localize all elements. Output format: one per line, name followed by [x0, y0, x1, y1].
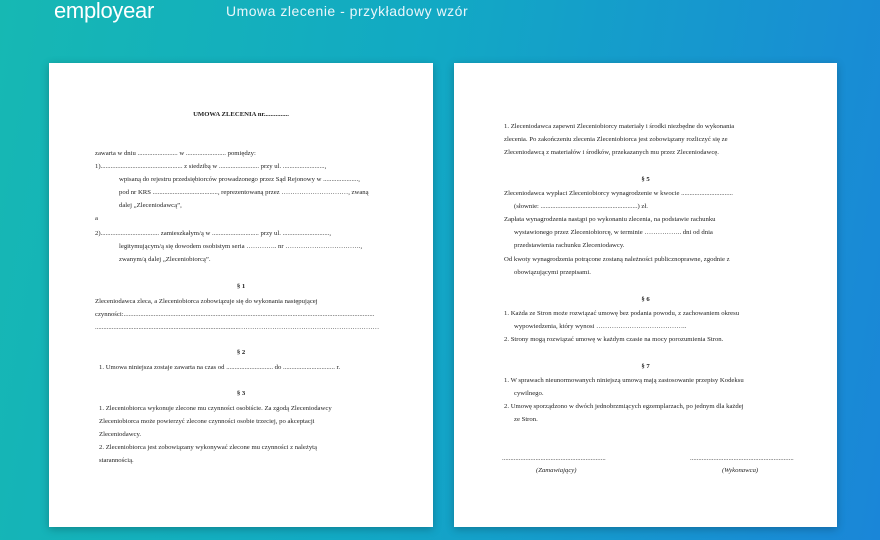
signature-label-contractor: (Wykonawca)	[722, 467, 759, 474]
section-line: Zleceniodawcą z materiałów i środków, przekazanych mu przez Zleceniodawcę.	[504, 149, 719, 156]
signature-line-contractor: ..............................................................	[690, 455, 794, 462]
section-line: Zleceniodawca wypłaci Zleceniobiorcy wynagrodzenie w kwocie ...............................	[504, 190, 733, 197]
section-line: 2. Umowę sporządzono w dwóch jednobrzmiących egzemplarzach, po jednym dla każdej	[504, 403, 744, 410]
section-line: 1. Zleceniobiorca wykonuje zlecone mu czynności osobiście. Za zgodą Zleceniodawcy	[99, 405, 332, 412]
section-line: cywilnego.	[514, 390, 544, 397]
section-line: starannością.	[99, 457, 134, 464]
section-line: Zleceniodawcy.	[99, 431, 142, 438]
employear-logo[interactable]: employear	[54, 0, 155, 23]
contract-line: legitymującym/ą się dowodem osobistym seria ………….. nr …………………………….,	[119, 243, 363, 250]
section-line: 1. W sprawach nieunormowanych niniejszą umową mają zastosowanie przepisy Kodeksu	[504, 377, 744, 384]
document-page-2	[454, 63, 837, 527]
section-heading: § 3	[236, 390, 246, 397]
section-line: 1. Każda ze Stron może rozwiązać umowę bez podania powodu, z zachowaniem okresu	[504, 310, 740, 317]
section-line: Od kwoty wynagrodzenia potrącone zostaną należności publicznoprawne, zgodnie z	[504, 256, 730, 263]
section-line: 1. Umowa niniejsza zostaje zawarta na czas od ............................ do ............................... r.	[99, 364, 341, 371]
contract-line: 2)................................... zamieszkałym/ą w ............................ przy ul. ............................,	[95, 230, 332, 237]
section-line: Zleceniobiorca może powierzyć zlecone czynności osobie trzeciej, po akceptacji	[99, 418, 315, 425]
section-line: ze Stron.	[514, 416, 538, 423]
section-line: Zapłata wynagrodzenia nastąpi po wykonaniu zlecenia, na podstawie rachunku	[504, 216, 716, 223]
contract-title: UMOWA ZLECENIA nr...............	[193, 111, 289, 118]
contract-line: zwanym/ą dalej „Zleceniobiorcą”.	[119, 256, 211, 263]
section-line: obowiązującymi przepisami.	[514, 269, 591, 276]
section-line: Zleceniodawca zleca, a Zleceniobiorca zobowiązuje się do wykonania następującej	[95, 298, 318, 305]
section-line: 2. Strony mogą rozwiązać umowę w każdym czasie na mocy porozumienia Stron.	[504, 336, 724, 343]
document-page-1	[49, 63, 433, 527]
section-line: 1. Zleceniodawca zapewni Zleceniobiorcy materiały i środki niezbędne do wykonania	[504, 123, 735, 130]
contract-line: 1)................................................. z siedzibą w ........................ przy ul. .........................,	[95, 163, 327, 170]
page-title: Umowa zlecenie - przykładowy wzór	[226, 3, 469, 19]
section-heading: § 7	[641, 363, 650, 370]
section-line: (słownie: ..........................................................) zł.	[514, 203, 648, 210]
section-line: wypowiedzenia, który wynosi …………………………………..	[514, 323, 687, 330]
section-line: czynności:......................................................................................................................................................	[95, 311, 375, 318]
signature-line-client: ..............................................................	[502, 455, 606, 462]
section-heading: § 2	[236, 349, 246, 356]
contract-line: pod nr KRS ......................................., reprezentowaną przez …………………………, zwaną	[119, 189, 369, 196]
section-line: 2. Zleceniobiorca jest zobowiązany wykonywać zlecone mu czynności z należytą	[99, 444, 317, 451]
section-heading: § 1	[236, 283, 246, 290]
contract-line: a	[95, 215, 98, 222]
section-heading: § 6	[641, 296, 650, 303]
section-line: wystawionego przez Zleceniobiorcę, w terminie …………….. dni od dnia	[514, 229, 713, 236]
section-line: przedstawienia rachunku Zleceniodawcy.	[514, 242, 625, 249]
contract-line: dalej „Zleceniodawcą”,	[119, 202, 182, 209]
contract-line: zawarta w dniu ........................ w ........................ pomiędzy:	[95, 150, 256, 157]
section-heading: § 5	[641, 176, 650, 183]
signature-label-client: (Zamawiający)	[536, 467, 577, 474]
section-line: ......................................................................................………………………………………………………	[95, 324, 380, 331]
section-line: zlecenia. Po zakończeniu zlecenia Zleceniobiorca jest zobowiązany rozliczyć się ze	[504, 136, 728, 143]
contract-line: wpisaną do rejestru przedsiębiorców prowadzonego przez Sąd Rejonowy w .....................,	[119, 176, 360, 183]
